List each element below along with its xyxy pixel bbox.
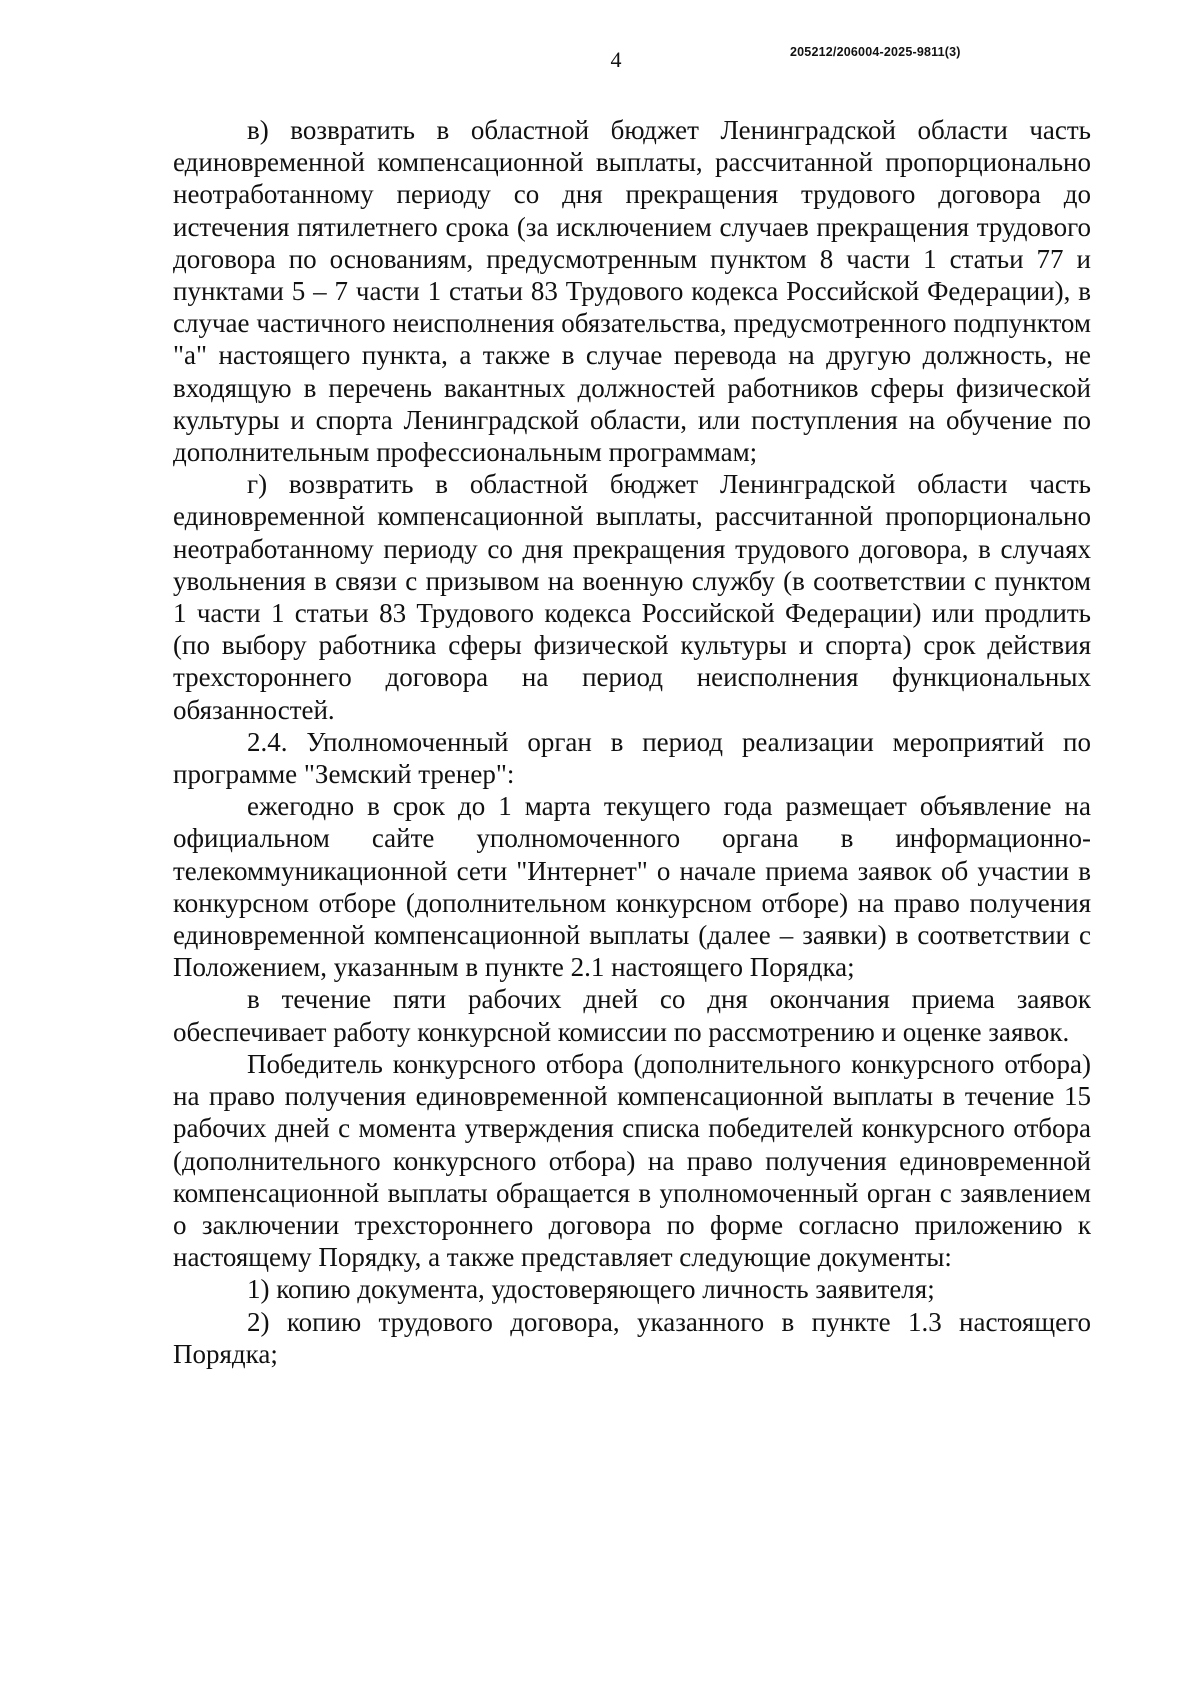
- document-body: [173, 114, 1091, 1370]
- paragraph-winner-application: Победитель конкурсного отбора (дополнительного конкурсного отбора) на право получения единовременной компенсационной выплаты в течение 15 рабочих дней с момента утверждения списка победителей конкурсного отбора (дополнительного конкурсного отбора) на право получения единовременной компенсационной выплаты обращается в уполномоченный орган с заявлением о заключении трехстороннего договора по форме согласно приложению к настоящему Порядку, а также представляет следующие документы:: [173, 1048, 1091, 1273]
- paragraph-document-list-1: 1) копию документа, удостоверяющего личность заявителя;: [247, 1274, 935, 1305]
- paragraph-commission-work: в течение пяти рабочих дней со дня окончания приема заявок обеспечивает работу конкурсной комиссии по рассмотрению и оценке заявок.: [173, 984, 1091, 1047]
- page-number: 4: [610, 47, 622, 72]
- paragraph-item-g: г) возвратить в областной бюджет Ленинградской области часть единовременной компенсационной выплаты, рассчитанной пропорционально неотработанному периоду со дня прекращения трудового договора, в случаях увольнения в связи с призывом на военную службу (в соответствии с пунктом 1 части 1 статьи 83 Трудового кодекса Российской Федерации) или продлить (по выбору работника сферы физической культуры и спорта) срок действия трехстороннего договора на период неисполнения функциональных обязанностей.: [173, 469, 1091, 725]
- paragraph-document-list-2: 2) копию трудового договора, указанного в пункте 1.3 настоящего Порядка;: [173, 1306, 1091, 1369]
- paragraph-clause-2-4: 2.4. Уполномоченный орган в период реализации мероприятий по программе "Земский тренер":: [173, 726, 1091, 790]
- paragraph-annual-announcement: ежегодно в срок до 1 марта текущего года размещает объявление на официальном сайте уполномоченного органа в информационно-телекоммуникационной сети "Интернет" о начале приема заявок об участии в конкурсном отборе (дополнительном конкурсном отборе) на право получения единовременной компенсационной выплаты (далее – заявки) в соответствии с Положением, указанным в пункте 2.1 настоящего Порядка;: [173, 791, 1091, 983]
- document-code: 205212/206004-2025-9811(3): [790, 45, 961, 59]
- paragraph-item-v: в) возвратить в областной бюджет Ленинградской области часть единовременной компенсационной выплаты, рассчитанной пропорционально неотработанному периоду со дня прекращения трудового договора до истечения пятилетнего срока (за исключением случаев прекращения трудового договора по основаниям, предусмотренным пунктом 8 части 1 статьи 77 и пунктами 5 – 7 части 1 статьи 83 Трудового кодекса Российской Федерации), в случае частичного неисполнения обязательства, предусмотренного подпунктом "а" настоящего пункта, а также в случае перевода на другую должность, не входящую в перечень вакантных должностей работников сферы физической культуры и спорта Ленинградской области, или поступления на обучение по дополнительным профессиональным программам;: [173, 115, 1091, 468]
